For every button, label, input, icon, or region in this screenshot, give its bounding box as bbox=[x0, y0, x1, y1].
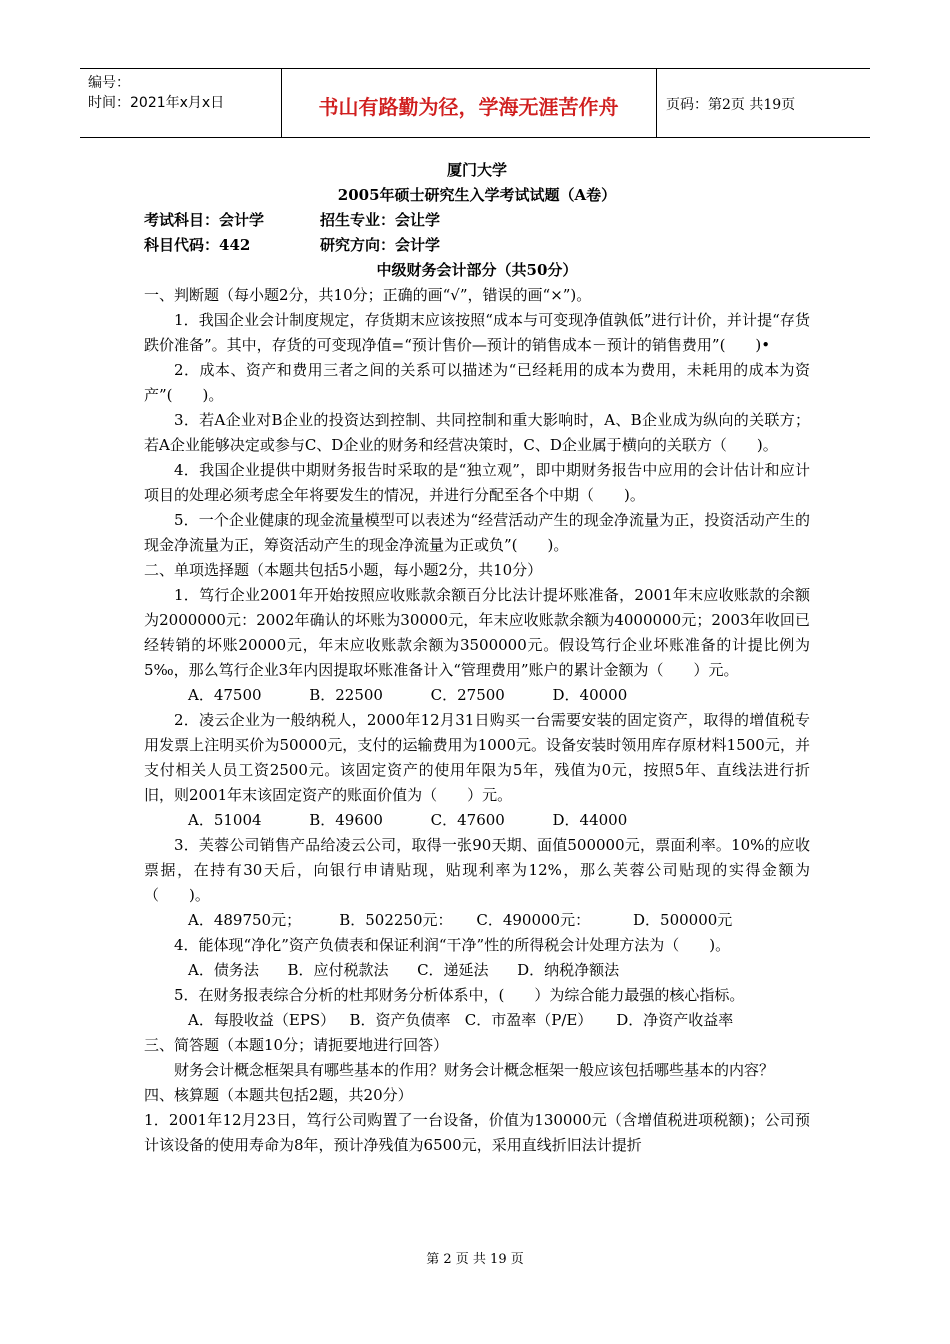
date-label: 时间：2021年x月x日 bbox=[88, 95, 225, 111]
question: 1．我国企业会计制度规定，存货期末应该按照“成本与可变现净值孰低”进行计价，并计提“存货跌价准备”。其中，存货的可变现净值=“预计售价—预计的销售成本－预计的销售费用”( )• bbox=[144, 311, 810, 354]
page-header bbox=[80, 68, 870, 138]
exam-subject: 考试科目：会计学 bbox=[144, 211, 265, 229]
answer-options: A．489750元； B．502250元： C．490000元： D．500000元 bbox=[188, 911, 733, 929]
number-label: 编号： bbox=[88, 75, 130, 91]
part1-heading: 一、判断题（每小题2分，共10分；正确的画“√”，错误的画“×”)。 bbox=[144, 286, 592, 304]
part3-heading: 三、简答题（本题10分；请扼要地进行回答） bbox=[144, 1036, 449, 1054]
question: 4．能体现“净化”资产负债表和保证利润“干净”性的所得税会计处理方法为（ )。 bbox=[174, 936, 731, 954]
question: 1．2001年12月23日，笃行公司购置了一台设备，价值为130000元（含增值税进项税额)；公司预计该设备的使用寿命为8年，预计净残值为6500元，采用直线折旧法计提折 bbox=[144, 1111, 810, 1154]
answer-options: A．51004 B．49600 C．47600 D．44000 bbox=[188, 811, 628, 829]
header-meta bbox=[88, 73, 224, 113]
exam-info-row bbox=[144, 208, 810, 233]
answer-options: A．债务法 B．应付税款法 C．递延法 D．纳税净额法 bbox=[188, 961, 620, 979]
answer-options: A．47500 B．22500 C．27500 D．40000 bbox=[188, 686, 628, 704]
question: 3．芙蓉公司销售产品给凌云公司，取得一张90天期、面值500000元，票面利率。10%的应收票据，在持有30天后，向银行申请贴现，贴现利率为12%，那么芙蓉公司贴现的实得金额为（ )。 bbox=[144, 836, 810, 904]
question: 2．凌云企业为一般纳税人，2000年12月31日购买一台需要安装的固定资产，取得的增值税专用发票上注明买价为50000元，支付的运输费用为1000元。设备安装时领用库存原材料1500元，并支付相关人员工资2500元。该固定资产的使用年限为5年，残值为0元，按照5年、直线法进行折旧，则2001年末该固定资产的账面价值为（ ）元。 bbox=[144, 711, 810, 804]
header-page-label: 页码：第2页 共19页 bbox=[666, 97, 796, 113]
document-body bbox=[144, 158, 810, 1158]
part4-heading: 四、核算题（本题共包括2题，共20分） bbox=[144, 1086, 413, 1104]
header-divider bbox=[656, 69, 657, 137]
exam-major: 招生专业：会让学 bbox=[320, 211, 441, 229]
section-title: 中级财务会计部分（共50分） bbox=[376, 261, 578, 279]
exam-direction: 研究方向：会计学 bbox=[320, 236, 441, 254]
question: 1．笃行企业2001年开始按照应收账款余额百分比法计提坏账准备，2001年末应收账款的余额为2000000元：2002年确认的坏账为30000元，年末应收账款余额为4000000元；2003年收回已经转销的坏账20000元，年末应收账款余额为3500000元。假设笃行企业坏账准备的计提比例为5‰，那么笃行企业3年内因提取坏账准备计入“管理费用”账户的累计金额为（ ）元。 bbox=[144, 586, 810, 679]
exam-info-row bbox=[144, 233, 810, 258]
page-footer: 第 2 页 共 19 页 bbox=[426, 1252, 524, 1267]
exam-title: 2005年硕士研究生入学考试试题（A卷） bbox=[337, 186, 617, 204]
school-name: 厦门大学 bbox=[446, 161, 507, 179]
exam-code: 科目代码：442 bbox=[144, 236, 251, 254]
header-motto: 书山有路勤为径，学海无涯苦作舟 bbox=[318, 95, 619, 119]
question: 4．我国企业提供中期财务报告时采取的是“独立观”，即中期财务报告中应用的会计估计和应计项目的处理必须考虑全年将要发生的情况，并进行分配至各个中期（ )。 bbox=[144, 461, 810, 504]
question: 5．在财务报表综合分析的杜邦财务分析体系中，( ）为综合能力最强的核心指标。 bbox=[174, 986, 745, 1004]
question: 2．成本、资产和费用三者之间的关系可以描述为“已经耗用的成本为费用，未耗用的成本为资产”( )。 bbox=[144, 361, 810, 404]
question: 3．若A企业对B企业的投资达到控制、共同控制和重大影响时，A、B企业成为纵向的关联方；若A企业能够决定或参与C、D企业的财务和经营决策时，C、D企业属于横向的关联方（ )。 bbox=[144, 411, 810, 454]
answer-options: A．每股收益（EPS） B．资产负债率 C．市盈率（P/E） D．净资产收益率 bbox=[188, 1011, 734, 1029]
question: 5．一个企业健康的现金流量模型可以表述为“经营活动产生的现金净流量为正，投资活动产生的现金净流量为正，筹资活动产生的现金净流量为正或负”( )。 bbox=[144, 511, 810, 554]
question: 财务会计概念框架具有哪些基本的作用？财务会计概念框架一般应该包括哪些基本的内容？ bbox=[174, 1061, 775, 1079]
part2-heading: 二、单项选择题（本题共包括5小题，每小题2分，共10分） bbox=[144, 561, 543, 579]
